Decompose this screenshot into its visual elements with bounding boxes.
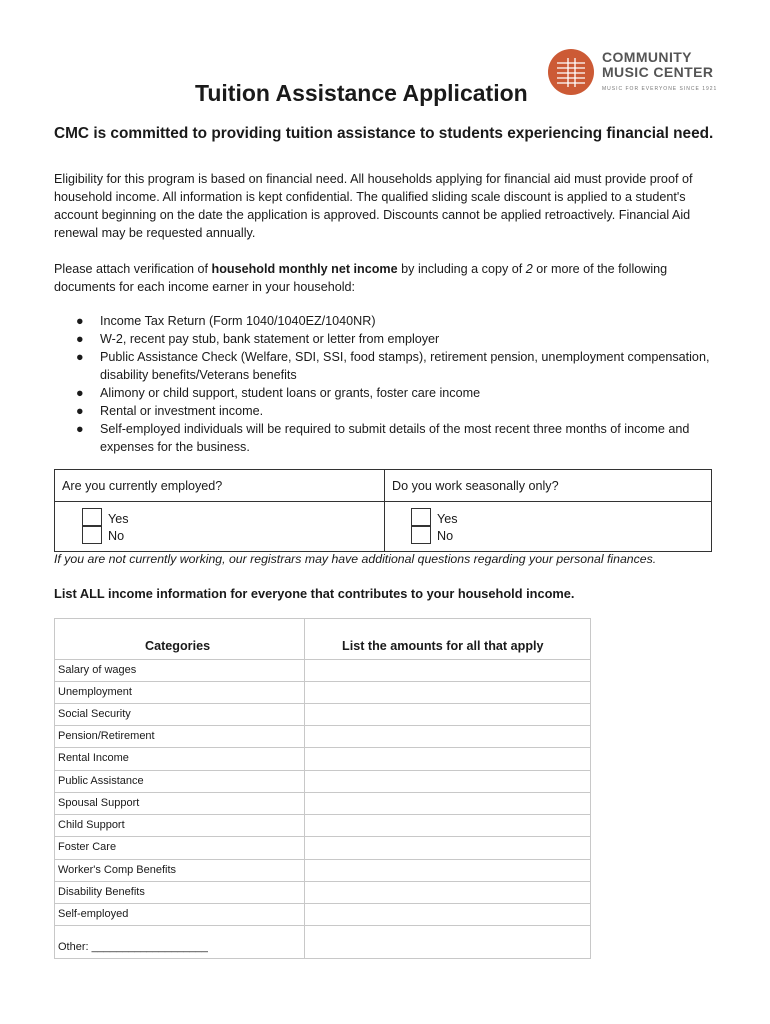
- categories-header: Categories: [145, 639, 211, 653]
- list-item-text: Public Assistance Check (Welfare, SDI, SSI, food stamps), retirement pension, unemployment compensation, disability benefits/Veterans benefits: [100, 350, 710, 382]
- income-list-heading: List ALL income information for everyone that contributes to your household income.: [54, 586, 575, 601]
- category-rental-income: Rental Income: [58, 752, 129, 764]
- category-other: Other: ___________________: [58, 941, 208, 953]
- category-unemployment: Unemployment: [58, 686, 132, 698]
- verification-paragraph: [54, 260, 719, 296]
- document-count: 2: [525, 262, 533, 276]
- logo-line-1: COMMUNITY: [602, 49, 692, 65]
- employment-table: [54, 469, 712, 552]
- community-music-center-logo: [545, 46, 718, 102]
- category-disability: Disability Benefits: [58, 886, 145, 898]
- list-item: [76, 402, 716, 420]
- amount-field-salary[interactable]: [305, 660, 590, 681]
- bullet-icon: ●: [76, 404, 84, 418]
- category-spousal-support: Spousal Support: [58, 797, 140, 809]
- household-income-emphasis: household monthly net income: [211, 262, 398, 276]
- list-item: [76, 330, 716, 348]
- employment-header-divider: [55, 501, 711, 502]
- subheading: CMC is committed to providing tuition assistance to students experiencing financial need.: [54, 125, 714, 142]
- seasonal-no-label: No: [437, 529, 454, 543]
- amount-field-other[interactable]: [305, 926, 590, 958]
- employment-divider: [384, 470, 385, 551]
- list-item-text: Alimony or child support, student loans or grants, foster care income: [100, 386, 481, 400]
- logo-line-2: MUSIC CENTER: [602, 64, 714, 80]
- employed-yes-checkbox[interactable]: [82, 508, 102, 526]
- amount-field-pension[interactable]: [305, 726, 590, 747]
- list-item: [76, 384, 716, 402]
- list-item: [76, 312, 716, 330]
- verification-text-end: or more of the following documents for each income earner in your household:: [54, 262, 668, 294]
- bullet-icon: ●: [76, 314, 84, 328]
- employed-no-checkbox[interactable]: [82, 526, 102, 544]
- amount-field-spousal-support[interactable]: [305, 793, 590, 814]
- category-social-security: Social Security: [58, 708, 131, 720]
- seasonal-question: Do you work seasonally only?: [392, 479, 559, 493]
- list-item-text: Income Tax Return (Form 1040/1040EZ/1040NR): [100, 314, 376, 328]
- category-child-support: Child Support: [58, 819, 125, 831]
- list-item-text: W-2, recent pay stub, bank statement or letter from employer: [100, 332, 440, 346]
- employed-no-label: No: [108, 529, 125, 543]
- category-workers-comp: Worker's Comp Benefits: [58, 864, 177, 876]
- amount-field-unemployment[interactable]: [305, 682, 590, 703]
- amount-field-child-support[interactable]: [305, 815, 590, 836]
- category-public-assistance: Public Assistance: [58, 775, 144, 787]
- bullet-icon: ●: [76, 350, 84, 364]
- page-title: Tuition Assistance Application: [195, 80, 528, 106]
- document-list: [76, 312, 716, 456]
- bullet-icon: ●: [76, 332, 84, 346]
- amount-field-self-employed[interactable]: [305, 904, 590, 925]
- category-self-employed: Self-employed: [58, 908, 129, 920]
- employed-yes-label: Yes: [108, 512, 129, 526]
- amount-field-social-security[interactable]: [305, 704, 590, 725]
- amount-field-disability[interactable]: [305, 882, 590, 903]
- logo-tagline: MUSIC FOR EVERYONE SINCE 1921: [602, 86, 718, 92]
- bullet-icon: ●: [76, 422, 84, 436]
- amount-field-workers-comp[interactable]: [305, 860, 590, 881]
- bullet-icon: ●: [76, 386, 84, 400]
- category-foster-care: Foster Care: [58, 841, 117, 853]
- verification-text-middle: by including a copy of: [397, 262, 526, 276]
- verification-text-start: Please attach verification of: [54, 262, 212, 276]
- seasonal-yes-checkbox[interactable]: [411, 508, 431, 526]
- amount-field-foster-care[interactable]: [305, 837, 590, 859]
- eligibility-paragraph: Eligibility for this program is based on financial need. All households applying for financial aid must provide proof of household income. All information is kept confidential. The qualified sliding scale discount is applied to a student's account beginning on the date the application is approved. Discounts cannot be applied retroactively. Financial Aid renewal may be requested annually.: [54, 172, 693, 240]
- logo-emblem-icon: [548, 49, 594, 95]
- employment-note: If you are not currently working, our registrars may have additional questions regarding your personal finances.: [54, 552, 657, 566]
- list-item-text: Self-employed individuals will be required to submit details of the most recent three months of income and expenses for the business.: [100, 422, 690, 454]
- seasonal-no-checkbox[interactable]: [411, 526, 431, 544]
- amount-field-public-assistance[interactable]: [305, 771, 590, 792]
- list-item-text: Rental or investment income.: [100, 404, 264, 418]
- category-salary: Salary of wages: [58, 664, 137, 676]
- list-item: [76, 348, 716, 384]
- income-table: [54, 618, 591, 959]
- amount-field-rental-income[interactable]: [305, 748, 590, 770]
- seasonal-yes-label: Yes: [437, 512, 458, 526]
- amounts-header: List the amounts for all that apply: [342, 639, 544, 653]
- employed-question: Are you currently employed?: [62, 479, 223, 493]
- list-item: [76, 420, 716, 456]
- category-pension: Pension/Retirement: [58, 730, 155, 742]
